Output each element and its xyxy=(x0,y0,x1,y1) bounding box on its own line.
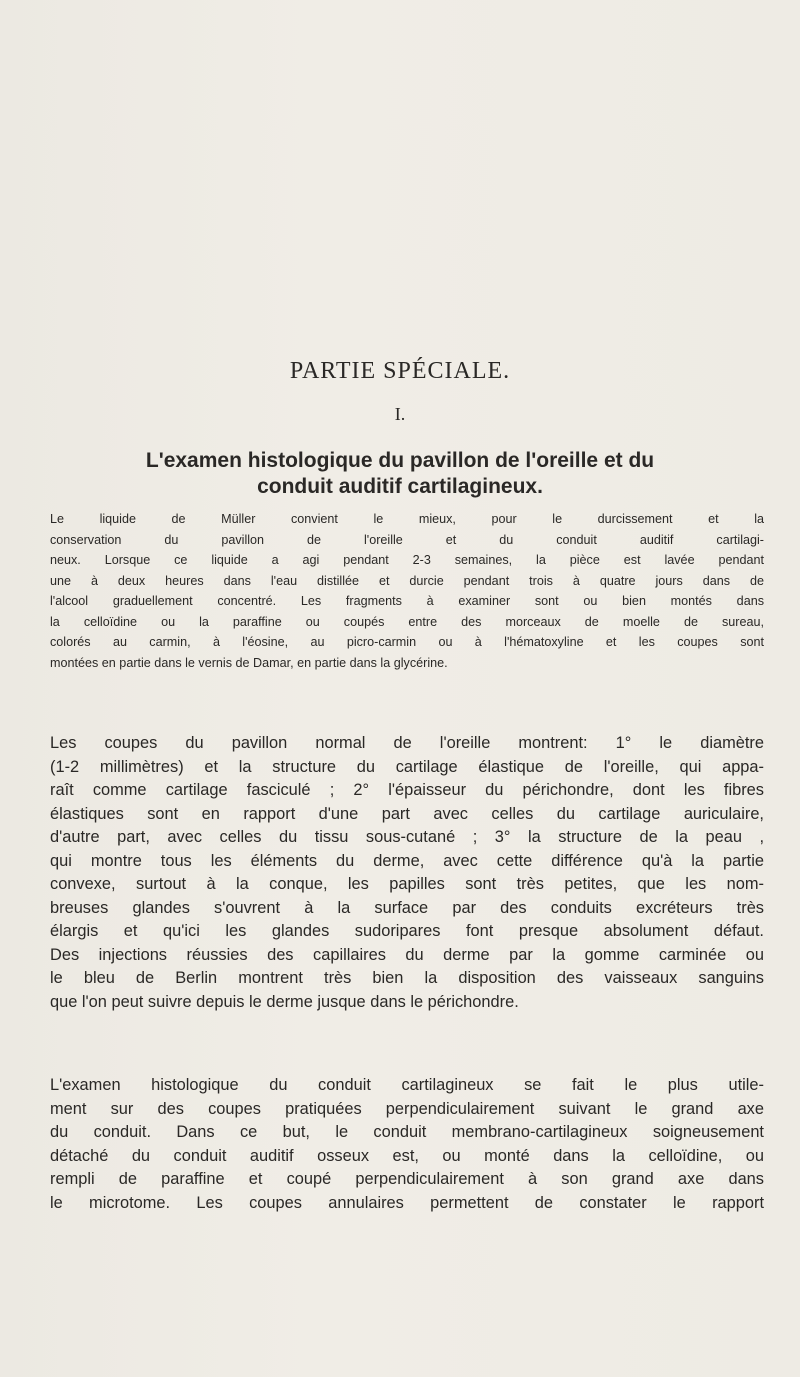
chapter-title-line-2: conduit auditif cartilagineux. xyxy=(257,475,543,498)
paragraph-pavillon xyxy=(50,732,764,1014)
text-line: Des injections réussies des capillaires du derme par la gomme carminée ou xyxy=(50,945,764,964)
section-title: PARTIE SPÉCIALE. xyxy=(289,358,511,384)
text-line: breuses glandes s'ouvrent à la surface par des conduits excréteurs très xyxy=(50,898,764,917)
text-line: le bleu de Berlin montrent très bien la disposition des vaisseaux sanguins xyxy=(50,969,764,987)
text-line: colorés au carmin, à l'éosine, au picro-carmin ou à l'hématoxyline et les coupes sont xyxy=(50,635,764,649)
paragraph-method xyxy=(50,509,764,673)
text-line: une à deux heures dans l'eau distillée et durcie pendant trois à quatre jours dans de xyxy=(50,573,764,588)
text-line: l'alcool graduellement concentré. Les fragments à examiner sont ou bien montés dans xyxy=(50,594,764,608)
text-line: la celloïdine ou la paraffine ou coupés entre des morceaux de moelle de sureau, xyxy=(50,614,764,629)
text-line: ment sur des coupes pratiquées perpendiculairement suivant le grand axe xyxy=(50,1099,764,1118)
text-line: détaché du conduit auditif osseux est, ou monté dans la celloïdine, ou xyxy=(50,1146,764,1165)
text-line: élargis et qu'ici les glandes sudoripares font presque absolument défaut. xyxy=(50,922,764,940)
text-line: d'autre part, avec celles du tissu sous-cutané ; 3° la structure de la peau , xyxy=(50,828,764,846)
text-line: L'examen histologique du conduit cartilagineux se fait le plus utile- xyxy=(50,1076,764,1094)
text-line: convexe, surtout à la conque, les papilles sont très petites, que les nom- xyxy=(50,875,764,893)
text-line: que l'on peut suivre depuis le derme jusque dans le périchondre. xyxy=(50,992,519,1011)
text-line: conservation du pavillon de l'oreille et du conduit auditif cartilagi- xyxy=(50,532,764,547)
text-line: montées en partie dans le vernis de Damar, en partie dans la glycérine. xyxy=(50,655,448,670)
text-line: raît comme cartilage fasciculé ; 2° l'épaisseur du périchondre, dont les fibres xyxy=(50,781,764,799)
text-line: rempli de paraffine et coupé perpendiculairement à son grand axe dans xyxy=(50,1170,764,1188)
paragraph-conduit xyxy=(50,1074,764,1215)
chapter-title xyxy=(120,448,680,500)
text-line: qui montre tous les éléments du derme, avec cette différence qu'à la partie xyxy=(50,851,764,870)
text-line: neux. Lorsque ce liquide a agi pendant 2-3 semaines, la pièce est lavée pendant xyxy=(50,553,764,567)
chapter-title-line-1: L'examen histologique du pavillon de l'oreille et du xyxy=(145,449,655,472)
text-line: (1-2 millimètres) et la structure du cartilage élastique de l'oreille, qui appa- xyxy=(50,757,764,776)
text-line: Le liquide de Müller convient le mieux, pour le durcissement et la xyxy=(50,512,764,526)
section-number: I. xyxy=(394,404,406,424)
text-line: le microtome. Les coupes annulaires permettent de constater le rapport xyxy=(50,1193,764,1212)
text-line: Les coupes du pavillon normal de l'oreille montrent: 1° le diamètre xyxy=(50,734,764,752)
text-line: élastiques sont en rapport d'une part avec celles du cartilage auriculaire, xyxy=(50,804,764,823)
text-line: du conduit. Dans ce but, le conduit membrano-cartilagineux soigneusement xyxy=(50,1123,764,1141)
